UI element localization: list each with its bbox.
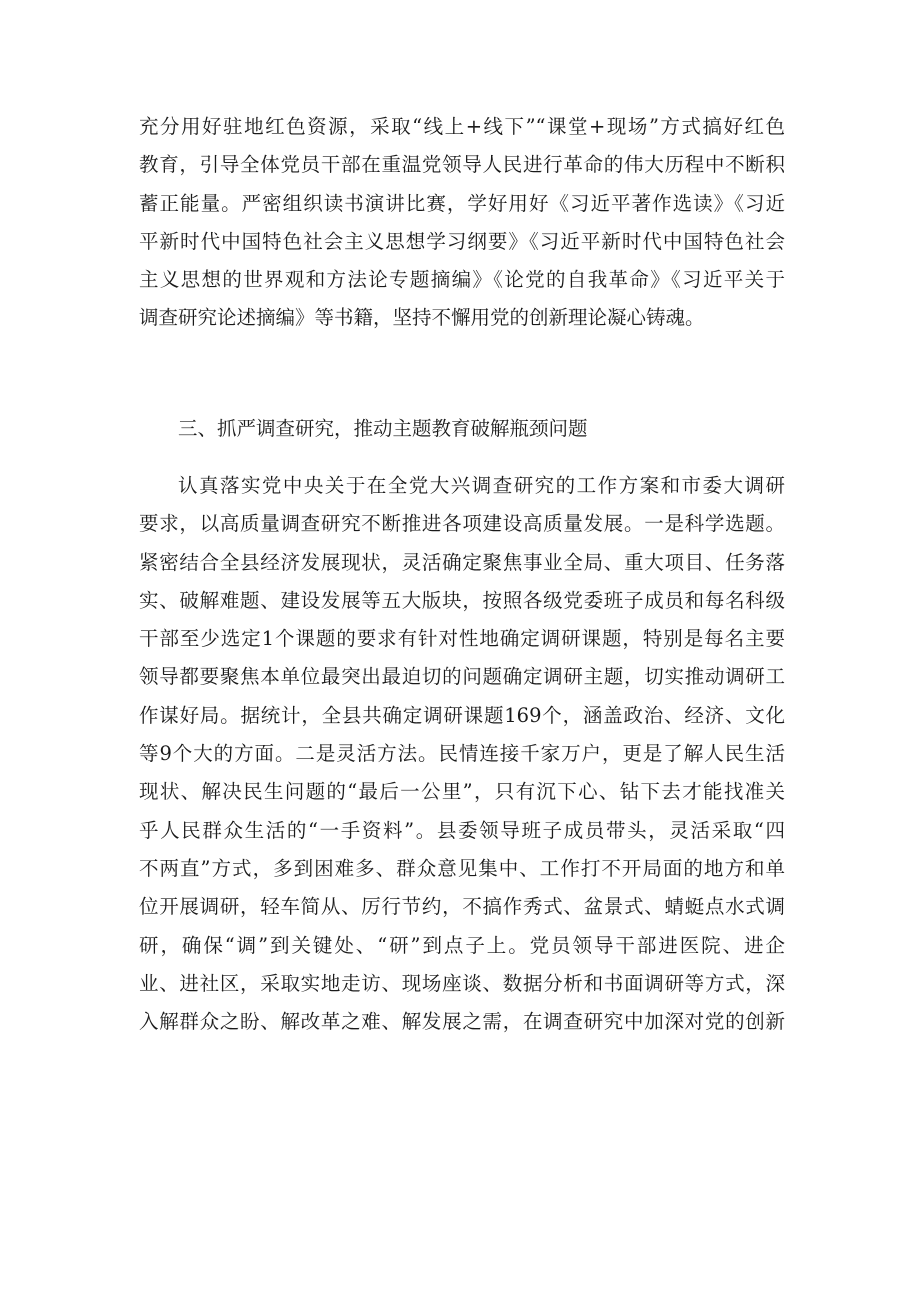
- paragraph-line: 乎人民群众生活的“一手资料”。县委领导班子成员带头，灵活采取“四: [139, 818, 785, 842]
- paragraph-line: 干部至少选定1个课题的要求有针对性地确定调研课题，特别是每名主要: [139, 627, 785, 651]
- paragraph-line: 调查研究论述摘编》等书籍，坚持不懈用党的创新理论凝心铸魂。: [139, 306, 705, 330]
- paragraph-line: 作谋好局。据统计，全县共确定调研课题169个，涵盖政治、经济、文化: [139, 703, 785, 727]
- paragraph-line: 平新时代中国特色社会主义思想学习纲要》《习近平新时代中国特色社会: [139, 229, 785, 253]
- paragraph-line: 充分用好驻地红色资源，采取“线上+线下”“课堂+现场”方式搞好红色: [139, 115, 785, 138]
- paragraph-line: 业、进社区，采取实地走访、现场座谈、数据分析和书面调研等方式，深: [139, 971, 785, 995]
- paragraph-line: 蓄正能量。严密组织读书演讲比赛，学好用好《习近平著作选读》《习近: [139, 191, 785, 215]
- paragraph-line: 现状、解决民生问题的“最后一公里”，只有沉下心、钻下去才能找准关: [139, 780, 785, 804]
- paragraph-line: 等9个大的方面。二是灵活方法。民情连接千家万户，更是了解人民生活: [139, 742, 785, 766]
- paragraph-main: [139, 467, 785, 1041]
- paragraph-line: 紧密结合全县经济发展现状，灵活确定聚焦事业全局、重大项目、任务落: [139, 550, 785, 574]
- paragraph-line: 认真落实党中央关于在全党大兴调查研究的工作方案和市委大调研: [178, 474, 785, 497]
- paragraph-line: 要求，以高质量调查研究不断推进各项建设高质量发展。一是科学选题。: [139, 512, 785, 536]
- section-heading: 三、抓严调查研究，推动主题教育破解瓶颈问题: [178, 417, 588, 440]
- section-heading-block: [139, 410, 785, 448]
- paragraph-line: 领导都要聚焦本单位最突出最迫切的问题确定调研主题，切实推动调研工: [139, 665, 785, 689]
- paragraph-line: 位开展调研，轻车简从、厉行节约，不搞作秀式、盆景式、蜻蜓点水式调: [139, 895, 785, 919]
- paragraph-line: 主义思想的世界观和方法论专题摘编》《论党的自我革命》《习近平关于: [139, 268, 785, 292]
- paragraph-line: 入解群众之盼、解改革之难、解发展之需，在调查研究中加深对党的创新: [139, 1010, 785, 1034]
- paragraph-line: 研，确保“调”到关键处、“研”到点子上。党员领导干部进医院、进企: [139, 933, 785, 957]
- paragraph-continued: [139, 108, 785, 338]
- paragraph-line: 实、破解难题、建设发展等五大版块，按照各级党委班子成员和每名科级: [139, 588, 785, 612]
- paragraph-line: 不两直”方式，多到困难多、群众意见集中、工作打不开局面的地方和单: [139, 856, 785, 880]
- paragraph-line: 教育，引导全体党员干部在重温党领导人民进行革命的伟大历程中不断积: [139, 153, 785, 177]
